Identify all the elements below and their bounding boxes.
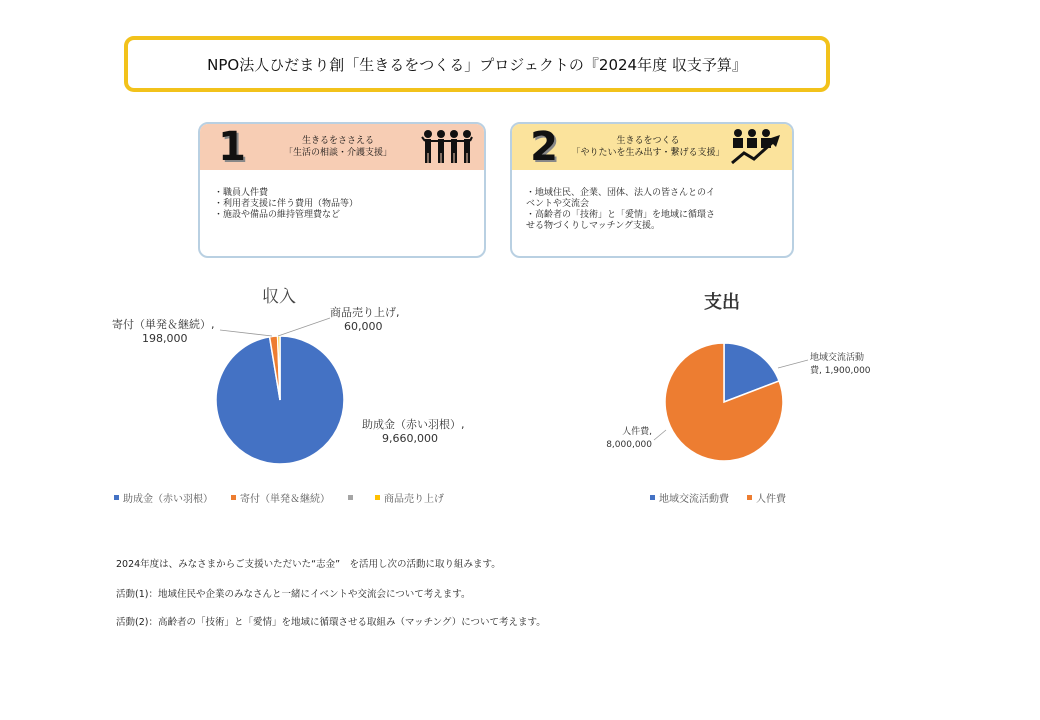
card-1-line: ・施設や備品の維持管理費など (214, 210, 341, 220)
income-label-grant-value: 9,660,000 (382, 432, 438, 445)
expense-label-personnel-name: 人件費, (622, 427, 652, 437)
card-2-line: ・高齢者の「技術」と「愛情」を地域に循環さ (526, 210, 716, 220)
expense-legend-label: 地域交流活動費 (659, 494, 729, 505)
card-2-number: 2 (530, 124, 558, 170)
card-1-number: 1 (218, 124, 246, 170)
expense-label-personnel-value: 8,000,000 (606, 440, 652, 450)
income-legend-label: 助成金（赤い羽根） (123, 494, 213, 505)
note-line: 2024年度は、みなさまからご支援いただいた“志金” を活用し次の活動に取り組みます。 (116, 559, 501, 570)
card-2-heading-line2: 「やりたいを生み出す・繋げる支援」 (571, 148, 725, 158)
card-1-heading-line1: 生きるをささえる (301, 136, 374, 146)
expense-label-community-name: 地域交流活動 (810, 353, 865, 363)
income-label-donation-value: 198,000 (142, 332, 188, 345)
page-title: NPO法人ひだまり創「生きるをつくる」プロジェクトの『2024年度 収支予算』 (207, 55, 747, 74)
income-label-sales-name: 商品売り上げ, (330, 306, 400, 319)
expense-legend (650, 490, 804, 505)
income-label-grant-name: 助成金（赤い羽根）, (362, 418, 465, 431)
income-label-sales-value: 60,000 (344, 320, 383, 333)
expense-label-personnel (604, 426, 652, 452)
expense-legend-label: 人件費 (756, 494, 786, 505)
income-legend-label: 寄付（単発＆継続） (240, 494, 330, 505)
income-chart-title: 収入 (262, 287, 296, 307)
card-1-line: ・職員人件費 (214, 188, 269, 198)
card-1-line: ・利用者支援に伴う費用（物品等） (214, 199, 359, 209)
note-line: 活動(1)：地域住民や企業のみなさんと一緒にイベントや交流会について考えます。 (116, 589, 471, 600)
income-legend-label: 商品売り上げ (384, 494, 444, 505)
expense-chart-title: 支出 (704, 292, 740, 313)
legend-swatch (650, 495, 655, 500)
expense-legend-item (747, 490, 786, 505)
card-2-line: せる物づくりしマッチング支援。 (526, 221, 661, 231)
card-2-heading-line1: 生きるをつくる (616, 136, 680, 146)
expense-legend-item (650, 490, 729, 505)
expense-label-community (810, 352, 871, 378)
expense-label-community-value: 費, 1,900,000 (810, 366, 871, 376)
legend-swatch (747, 495, 752, 500)
card-1-heading-line2: 「生活の相談・介護支援」 (283, 148, 392, 158)
card-2-line: ベントや交流会 (526, 199, 590, 209)
income-label-donation-name: 寄付（単発＆継続）, (112, 318, 215, 331)
note-line: 活動(2)：高齢者の「技術」と「愛情」を地域に循環させる取組み（マッチング）について考えます。 (116, 617, 546, 628)
card-2-line: ・地域住民、企業、団体、法人の皆さんとのイ (526, 188, 716, 198)
